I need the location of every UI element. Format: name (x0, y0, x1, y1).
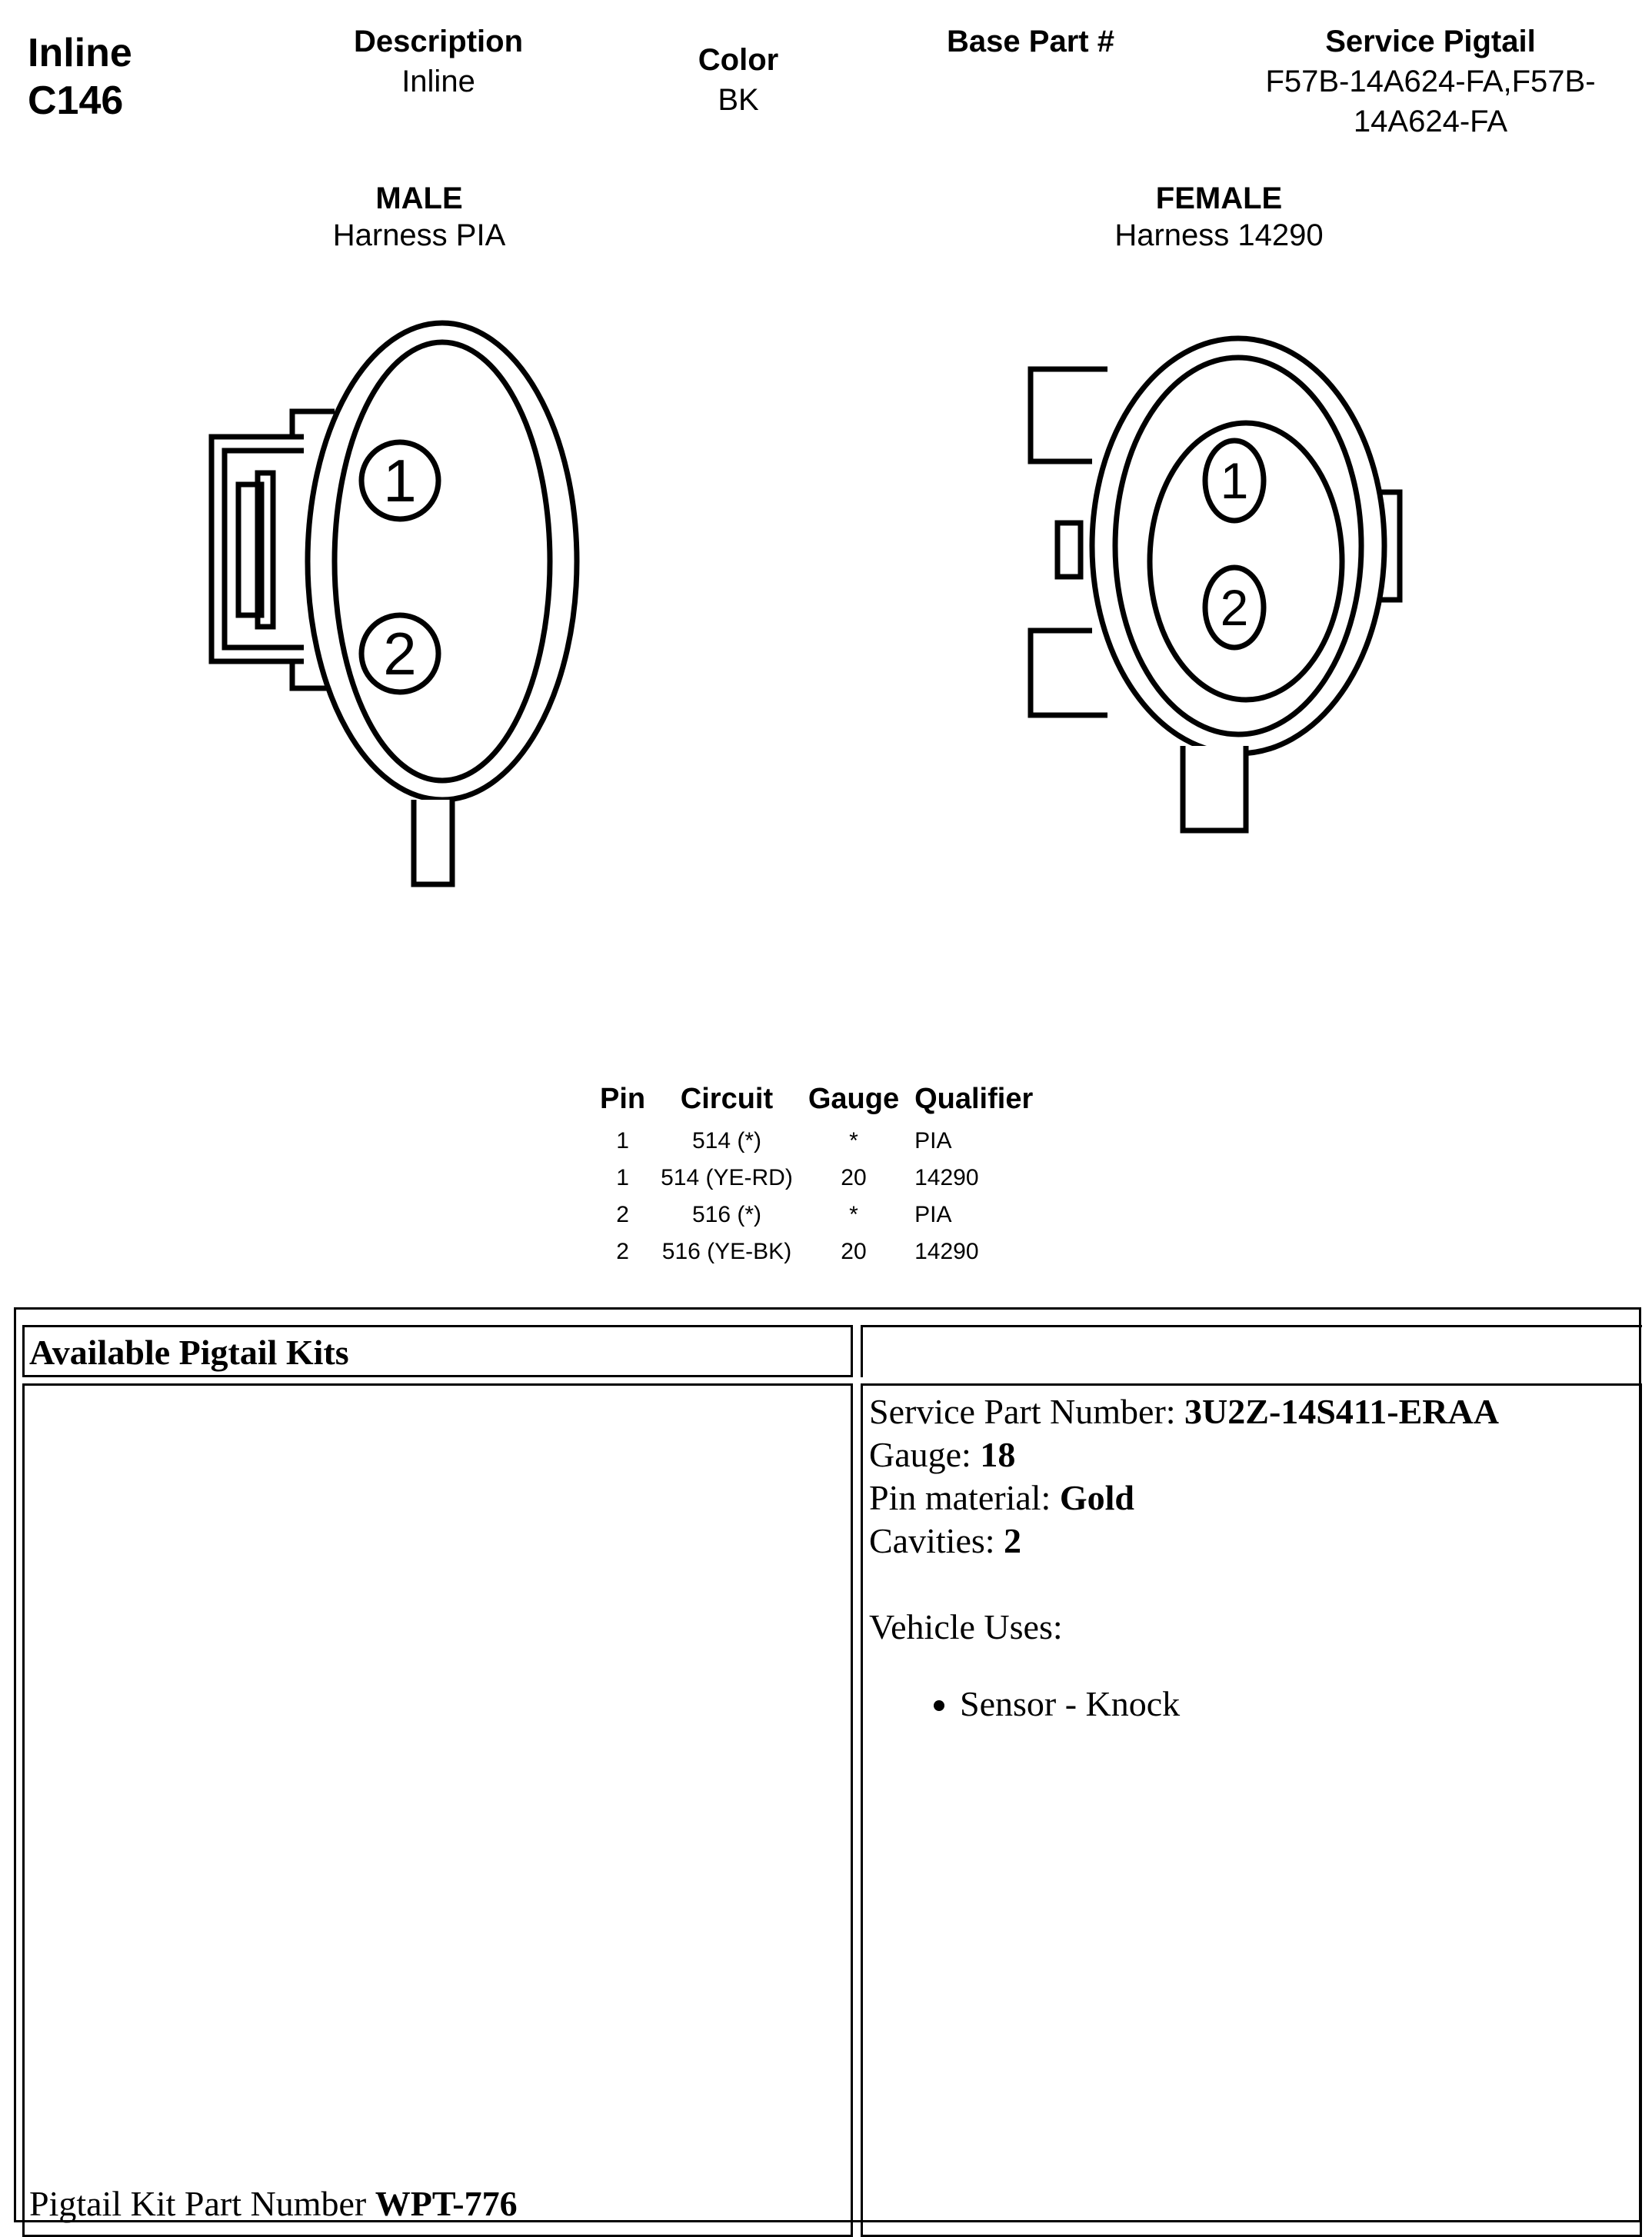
table-row (592, 1123, 1041, 1160)
vehicle-uses-label: Vehicle Uses: (869, 1607, 1063, 1646)
gauge-label: Gauge: (869, 1435, 981, 1474)
cavities-value: 2 (1004, 1521, 1022, 1560)
gauge-value: 18 (980, 1435, 1016, 1474)
qualifier-cell: PIA (914, 1128, 952, 1153)
gauge-header: Gauge (808, 1082, 900, 1115)
qualifier-cell: 14290 (914, 1239, 979, 1264)
circuit-cell: 514 (YE-RD) (661, 1165, 793, 1190)
pin-cell: 2 (616, 1202, 629, 1227)
pigtail-kits-panel (14, 1307, 1641, 2222)
pin-material-label: Pin material: (869, 1478, 1060, 1517)
gauge-cell: * (849, 1128, 858, 1153)
gauge-line (869, 1433, 1634, 1476)
service-pigtail-line1: F57B-14A624-FA,F57B- (1265, 65, 1596, 98)
service-part-label: Service Part Number: (869, 1392, 1185, 1431)
female-harness: Harness 14290 (1114, 218, 1324, 252)
list-item: • Sensor - Knock (960, 1683, 1634, 1726)
male-harness: Harness PIA (332, 218, 506, 252)
male-latch-rib (258, 473, 273, 627)
vehicle-uses-list (869, 1683, 1634, 1726)
gauge-cell: 20 (841, 1165, 867, 1190)
qualifier-header: Qualifier (914, 1082, 1034, 1115)
kit-details-cell (861, 1383, 1642, 2237)
color-column (661, 40, 815, 120)
female-label-block (1065, 180, 1373, 254)
female-tail (1183, 746, 1246, 831)
male-connector-diagram (192, 300, 592, 900)
circuit-cell: 514 (*) (691, 1128, 761, 1153)
service-part-value: 3U2Z-14S411-ERAA (1184, 1392, 1499, 1431)
female-middle-tab (1057, 523, 1081, 577)
pin-cell: 2 (616, 1239, 629, 1264)
circuit-header: Circuit (680, 1082, 774, 1115)
service-pigtail-column (1215, 22, 1646, 141)
connector-title-line2: C146 (28, 78, 124, 123)
female-label: FEMALE (1155, 181, 1283, 215)
kits-header-spacer (861, 1325, 1642, 1377)
connector-title-line1: Inline (28, 31, 132, 75)
connector-title (28, 29, 132, 125)
pigtail-kit-part-number (29, 2183, 518, 2224)
male-label-block (265, 180, 573, 254)
description-column (323, 22, 554, 102)
base-part-column (908, 22, 1154, 62)
female-pin2-label: 2 (1220, 579, 1249, 636)
kit-image-cell (22, 1383, 853, 2237)
pin-cell: 1 (616, 1165, 629, 1190)
female-bottom-tab (1031, 631, 1107, 715)
female-top-tab (1031, 369, 1107, 461)
table-row (592, 1233, 1041, 1270)
male-pin1-label: 1 (383, 447, 417, 514)
pin-cell: 1 (616, 1128, 629, 1153)
pin-table-header-row (592, 1075, 1041, 1123)
qualifier-cell: PIA (914, 1202, 952, 1227)
female-pin1-label: 1 (1220, 452, 1249, 509)
color-value: BK (718, 83, 759, 117)
cavities-line (869, 1520, 1634, 1563)
pin-header: Pin (600, 1082, 646, 1115)
gauge-cell: * (849, 1202, 858, 1227)
male-body-outer (308, 323, 577, 800)
color-label: Color (698, 43, 779, 77)
pin-material-line (869, 1476, 1634, 1520)
available-pigtail-kits-heading: Available Pigtail Kits (22, 1325, 853, 1377)
male-tail (414, 800, 452, 884)
base-part-label: Base Part # (947, 25, 1114, 58)
cavities-label: Cavities: (869, 1521, 1004, 1560)
pin-material-value: Gold (1059, 1478, 1134, 1517)
description-label: Description (353, 25, 524, 58)
female-connector-diagram (1015, 300, 1415, 854)
service-pigtail-label: Service Pigtail (1325, 25, 1536, 58)
male-pin2-label: 2 (383, 620, 417, 687)
male-label: MALE (375, 181, 463, 215)
service-part-number-line (869, 1390, 1634, 1433)
gauge-cell: 20 (841, 1239, 867, 1264)
table-row (592, 1160, 1041, 1197)
circuit-cell: 516 (YE-BK) (661, 1239, 792, 1264)
circuit-cell: 516 (*) (691, 1202, 761, 1227)
pin-table (592, 1075, 1041, 1270)
description-value: Inline (401, 65, 475, 98)
qualifier-cell: 14290 (914, 1165, 979, 1190)
table-row (592, 1197, 1041, 1233)
kit-part-value: WPT-776 (375, 2184, 518, 2223)
kit-part-label: Pigtail Kit Part Number (29, 2184, 375, 2223)
service-pigtail-line2: 14A624-FA (1353, 105, 1508, 138)
